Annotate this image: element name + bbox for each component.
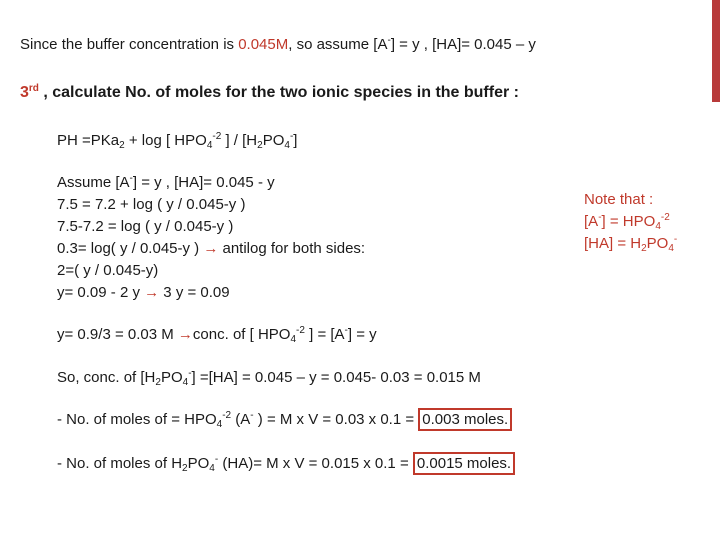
moles-h2po4-line: - No. of moles of $H_2PO_4^-$ (HA)= M x V = 0.015 x 0.1 = 0.0015 moles. — [57, 455, 515, 473]
henderson-equation: PH =PKa$_2$ + log [ $HPO_4^{-2}$ ] / $[H_2PO_4^-]$ — [57, 131, 298, 151]
buffer-assumption-line: Since the buffer concentration is 0.045M, so assume [A-] = y , [HA]= 0.045 – y — [20, 35, 536, 53]
highlighted-answer-box: 0.0015 moles. — [413, 452, 515, 475]
arrow-icon: → — [144, 284, 160, 301]
buffer-concentration-value: 0.045M — [238, 36, 289, 53]
note-title: Note that : — [584, 191, 654, 208]
note-line-acid: $[HA] = H_2PO_4^-$ — [584, 234, 678, 254]
decorative-right-bar — [712, 0, 720, 102]
step-number: 3 — [20, 84, 29, 101]
calc-line-2: 7.5 = 7.2 + log ( y / 0.045-y ) — [57, 196, 246, 213]
calc-line-4: 0.3= log( y / 0.045-y ) → antilog for both sides: — [57, 240, 366, 257]
calc-line-1: Assume [A-] = y , [HA]= 0.045 - y — [57, 173, 275, 191]
highlighted-answer-box: 0.003 moles. — [418, 408, 512, 431]
note-line-anion: $[A^-] = HPO_4^{-2}$ — [584, 212, 670, 232]
calc-line-6: y= 0.09 - 2 y → 3 y = 0.09 — [57, 284, 230, 301]
concentration-line: So, conc. of $[H_2PO_4^-] =[HA] = 0.045 - y = 0.045-$ 0.03 = 0.015 M — [57, 368, 481, 388]
arrow-icon: → — [203, 240, 219, 257]
result-line: y= 0.9/3 = 0.03 M →conc. of [ $HPO_4^{-2}$ ] = [A-] = y — [57, 325, 377, 345]
moles-hpo4-line: - No. of moles of = $HPO_4^{-2}$ (A- ) = M x V = 0.03 x 0.1 = 0.003 moles. — [57, 411, 512, 429]
arrow-icon: → — [177, 326, 193, 343]
step-heading: 3rd , calculate No. of moles for the two ionic species in the buffer : — [20, 83, 519, 101]
calc-line-5: 2=( y / 0.045-y) — [57, 262, 159, 279]
calc-line-3: 7.5-7.2 = log ( y / 0.045-y ) — [57, 218, 234, 235]
